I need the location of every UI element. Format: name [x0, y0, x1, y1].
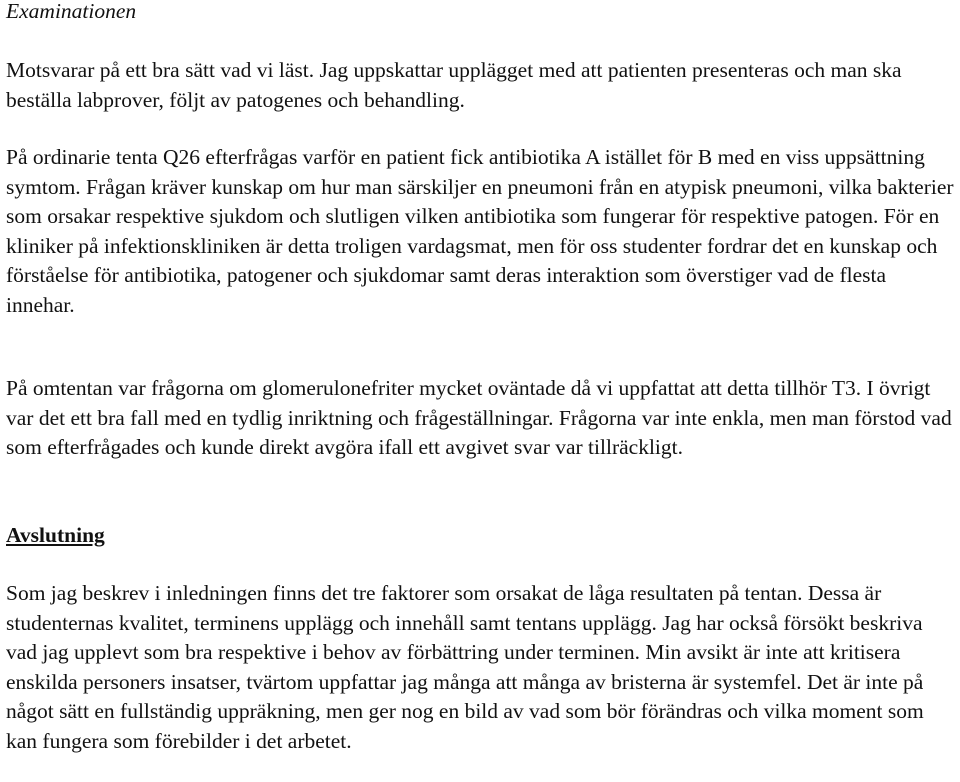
paragraph-3: På omtentan var frågorna om glomerulonefriter mycket oväntade då vi uppfattat att detta tillhör T3. I övrigt var det ett bra fall med en tydlig inriktning och frågeställningar. Frågorna var inte enkla, men man förstod vad som efterfrågades och kunde direkt avgöra ifall ett avgivet svar var tillräckligt. [6, 376, 952, 459]
section-heading-avslutning: Avslutning [6, 523, 105, 547]
paragraph-2: På ordinarie tenta Q26 efterfrågas varför en patient fick antibiotika A istället för B med en viss uppsättning symtom. Frågan kräver kunskap om hur man särskiljer en pneumoni från en atypisk pneumoni, vilka bakterier som orsakar respektive sjukdom och slutligen vilken antibiotika som fungerar för respektive patogen. För en kliniker på infektionskliniken är detta troligen vardagsmat, men för oss studenter fordrar det en kunskap och förståelse för antibiotika, patogener och sjukdomar samt deras interaktion som överstiger vad de flesta innehar. [6, 145, 954, 317]
paragraph-1: Motsvarar på ett bra sätt vad vi läst. Jag uppskattar upplägget med att patienten presenteras och man ska beställa labprover, följt av patogenes och behandling. [6, 58, 902, 112]
section-heading-examinationen: Examinationen [6, 0, 137, 23]
paragraph-4: Som jag beskrev i inledningen finns det tre faktorer som orsakat de låga resultaten på tentan. Dessa är studenternas kvalitet, terminens upplägg och innehåll samt tentans upplägg. Jag har också försökt beskriva vad jag upplevt som bra respektive i behov av förbättring under terminen. Min avsikt är inte att kritisera enskilda personers insatser, tvärtom uppfattar jag många att många av bristerna är systemfel. Det är inte på något sätt en fullständig uppräkning, men ger nog en bild av vad som bör förändras och vilka moment som kan fungera som förebilder i det arbetet. [6, 581, 924, 753]
